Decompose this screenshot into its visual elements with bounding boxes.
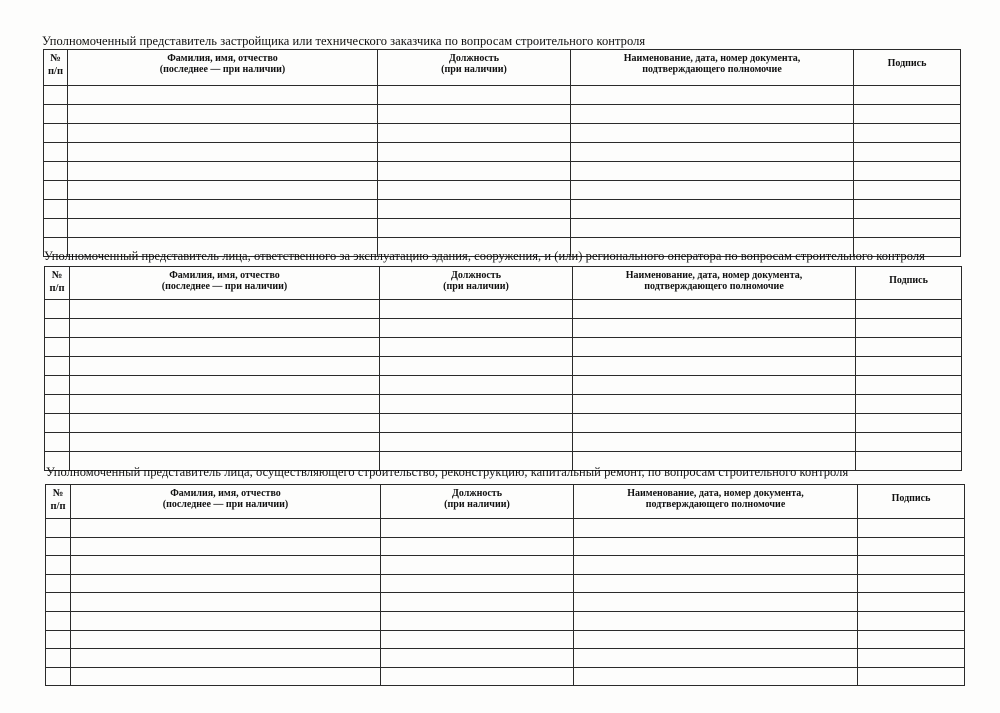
fio-cell[interactable] [70, 376, 380, 395]
col-fio-header: Фамилия, имя, отчество (последнее — при наличии) [71, 485, 381, 519]
table-row [45, 319, 962, 338]
signature-cell[interactable] [854, 162, 961, 181]
signature-cell[interactable] [854, 181, 961, 200]
signature-cell[interactable] [856, 414, 962, 433]
position-cell[interactable] [378, 105, 571, 124]
col-position-header: Должность (при наличии) [378, 50, 571, 86]
signature-cell[interactable] [854, 143, 961, 162]
table-row [45, 376, 962, 395]
col-document-header: Наименование, дата, номер документа, подтверждающего полномочие [574, 485, 858, 519]
number-cell[interactable] [45, 357, 70, 376]
table-row [44, 124, 961, 143]
number-cell[interactable] [46, 630, 71, 649]
section-1-table [43, 49, 961, 257]
signature-cell[interactable] [854, 105, 961, 124]
number-cell[interactable] [44, 162, 68, 181]
position-cell[interactable] [378, 219, 571, 238]
fio-cell[interactable] [70, 300, 380, 319]
col-number-header: № п/п [44, 50, 68, 86]
document-cell[interactable] [573, 433, 856, 452]
number-cell[interactable] [46, 611, 71, 630]
signature-cell[interactable] [854, 124, 961, 143]
number-cell[interactable] [45, 414, 70, 433]
fio-cell[interactable] [71, 667, 381, 686]
number-cell[interactable] [46, 537, 71, 556]
position-cell[interactable] [378, 181, 571, 200]
table-row [46, 556, 965, 575]
fio-cell[interactable] [68, 181, 378, 200]
fio-cell[interactable] [71, 649, 381, 668]
col-document-header: Наименование, дата, номер документа, подтверждающего полномочие [573, 267, 856, 300]
col-signature-header: Подпись [856, 267, 962, 300]
document-cell[interactable] [574, 574, 858, 593]
fio-cell[interactable] [71, 556, 381, 575]
position-cell[interactable] [378, 143, 571, 162]
document-cell[interactable] [573, 376, 856, 395]
section-3-table [45, 484, 965, 686]
table-row [44, 86, 961, 105]
document-cell[interactable] [571, 200, 854, 219]
fio-cell[interactable] [68, 219, 378, 238]
position-cell[interactable] [378, 200, 571, 219]
fio-cell[interactable] [68, 124, 378, 143]
fio-cell[interactable] [70, 395, 380, 414]
fio-cell[interactable] [70, 338, 380, 357]
table-header-row [46, 485, 965, 519]
document-cell[interactable] [571, 105, 854, 124]
fio-cell[interactable] [68, 86, 378, 105]
document-cell[interactable] [574, 519, 858, 538]
signature-cell[interactable] [858, 519, 965, 538]
document-cell[interactable] [573, 414, 856, 433]
table-header-row [45, 267, 962, 300]
position-cell[interactable] [378, 86, 571, 105]
signature-cell[interactable] [858, 593, 965, 612]
table-row [46, 574, 965, 593]
signature-cell[interactable] [856, 300, 962, 319]
table-row [46, 611, 965, 630]
table-header-row [44, 50, 961, 86]
document-cell[interactable] [574, 630, 858, 649]
position-cell[interactable] [381, 574, 574, 593]
table-row [44, 162, 961, 181]
number-cell[interactable] [46, 593, 71, 612]
table-row [45, 414, 962, 433]
document-cell[interactable] [574, 593, 858, 612]
position-cell[interactable] [380, 300, 573, 319]
number-cell[interactable] [46, 556, 71, 575]
number-cell[interactable] [45, 338, 70, 357]
number-cell[interactable] [44, 86, 68, 105]
signature-cell[interactable] [856, 338, 962, 357]
col-number-header: № п/п [46, 485, 71, 519]
fio-cell[interactable] [68, 105, 378, 124]
signature-cell[interactable] [858, 667, 965, 686]
signature-cell[interactable] [854, 86, 961, 105]
number-cell[interactable] [44, 124, 68, 143]
number-cell[interactable] [46, 519, 71, 538]
table-row [46, 649, 965, 668]
fio-cell[interactable] [70, 433, 380, 452]
number-cell[interactable] [44, 143, 68, 162]
position-cell[interactable] [380, 414, 573, 433]
document-cell[interactable] [573, 319, 856, 338]
position-cell[interactable] [381, 537, 574, 556]
section-2-title: Уполномоченный представитель лица, ответственного за эксплуатацию здания, сооружения, и (или) регионального оператора по вопросам строительного контроля [44, 249, 925, 263]
col-signature-header: Подпись [858, 485, 965, 519]
signature-cell[interactable] [854, 219, 961, 238]
position-cell[interactable] [380, 395, 573, 414]
col-number-header: № п/п [45, 267, 70, 300]
document-cell[interactable] [573, 300, 856, 319]
number-cell[interactable] [44, 219, 68, 238]
signature-cell[interactable] [858, 537, 965, 556]
signature-cell[interactable] [858, 611, 965, 630]
fio-cell[interactable] [71, 574, 381, 593]
number-cell[interactable] [45, 319, 70, 338]
number-cell[interactable] [46, 667, 71, 686]
number-cell[interactable] [45, 395, 70, 414]
col-document-header: Наименование, дата, номер документа, подтверждающего полномочие [571, 50, 854, 86]
section-2-table [44, 266, 962, 471]
document-cell[interactable] [574, 537, 858, 556]
position-cell[interactable] [378, 124, 571, 143]
document-cell[interactable] [574, 611, 858, 630]
section-3-title: Уполномоченный представитель лица, осуществляющего строительство, реконструкцию, капитальный ремонт, по вопросам строительного контроля [46, 465, 849, 479]
number-cell[interactable] [45, 300, 70, 319]
document-cell[interactable] [574, 556, 858, 575]
document-cell[interactable] [573, 357, 856, 376]
signature-cell[interactable] [854, 200, 961, 219]
table-row [44, 181, 961, 200]
position-cell[interactable] [381, 649, 574, 668]
fio-cell[interactable] [71, 630, 381, 649]
table-row [46, 667, 965, 686]
document-cell[interactable] [571, 181, 854, 200]
col-fio-header: Фамилия, имя, отчество (последнее — при наличии) [70, 267, 380, 300]
section-1-title: Уполномоченный представитель застройщика или технического заказчика по вопросам строительного контроля [42, 34, 646, 48]
fio-cell[interactable] [71, 593, 381, 612]
fio-cell[interactable] [68, 200, 378, 219]
number-cell[interactable] [46, 649, 71, 668]
fio-cell[interactable] [70, 357, 380, 376]
number-cell[interactable] [45, 433, 70, 452]
position-cell[interactable] [378, 162, 571, 181]
position-cell[interactable] [381, 519, 574, 538]
table-row [46, 519, 965, 538]
table-row [45, 395, 962, 414]
position-cell[interactable] [381, 667, 574, 686]
col-signature-header: Подпись [854, 50, 961, 86]
document-cell[interactable] [573, 338, 856, 357]
number-cell[interactable] [46, 574, 71, 593]
table-row [44, 143, 961, 162]
signature-cell[interactable] [856, 433, 962, 452]
fio-cell[interactable] [71, 611, 381, 630]
table-row [44, 200, 961, 219]
position-cell[interactable] [380, 319, 573, 338]
fio-cell[interactable] [70, 414, 380, 433]
signature-cell[interactable] [856, 376, 962, 395]
position-cell[interactable] [381, 593, 574, 612]
signature-cell[interactable] [856, 319, 962, 338]
table-row [45, 338, 962, 357]
signature-cell[interactable] [856, 452, 962, 471]
signature-cell[interactable] [856, 395, 962, 414]
position-cell[interactable] [381, 611, 574, 630]
table-row [45, 433, 962, 452]
table-row [46, 593, 965, 612]
signature-cell[interactable] [858, 649, 965, 668]
position-cell[interactable] [380, 357, 573, 376]
document-cell[interactable] [571, 143, 854, 162]
col-fio-header: Фамилия, имя, отчество (последнее — при наличии) [68, 50, 378, 86]
signature-cell[interactable] [858, 630, 965, 649]
document-cell[interactable] [571, 86, 854, 105]
document-cell[interactable] [571, 162, 854, 181]
fio-cell[interactable] [71, 519, 381, 538]
number-cell[interactable] [44, 105, 68, 124]
number-cell[interactable] [44, 181, 68, 200]
fio-cell[interactable] [68, 143, 378, 162]
signature-cell[interactable] [856, 357, 962, 376]
table-row [44, 105, 961, 124]
fio-cell[interactable] [71, 537, 381, 556]
number-cell[interactable] [44, 200, 68, 219]
table-row [45, 357, 962, 376]
position-cell[interactable] [380, 433, 573, 452]
fio-cell[interactable] [68, 162, 378, 181]
document-cell[interactable] [574, 649, 858, 668]
document-cell[interactable] [571, 219, 854, 238]
signature-cell[interactable] [858, 556, 965, 575]
signature-cell[interactable] [858, 574, 965, 593]
col-position-header: Должность (при наличии) [381, 485, 574, 519]
number-cell[interactable] [45, 376, 70, 395]
document-cell[interactable] [574, 667, 858, 686]
col-position-header: Должность (при наличии) [380, 267, 573, 300]
fio-cell[interactable] [70, 319, 380, 338]
document-cell[interactable] [571, 124, 854, 143]
position-cell[interactable] [380, 338, 573, 357]
table-row [45, 300, 962, 319]
document-cell[interactable] [573, 395, 856, 414]
table-row [46, 630, 965, 649]
position-cell[interactable] [381, 630, 574, 649]
table-row [44, 219, 961, 238]
position-cell[interactable] [381, 556, 574, 575]
position-cell[interactable] [380, 376, 573, 395]
table-row [46, 537, 965, 556]
